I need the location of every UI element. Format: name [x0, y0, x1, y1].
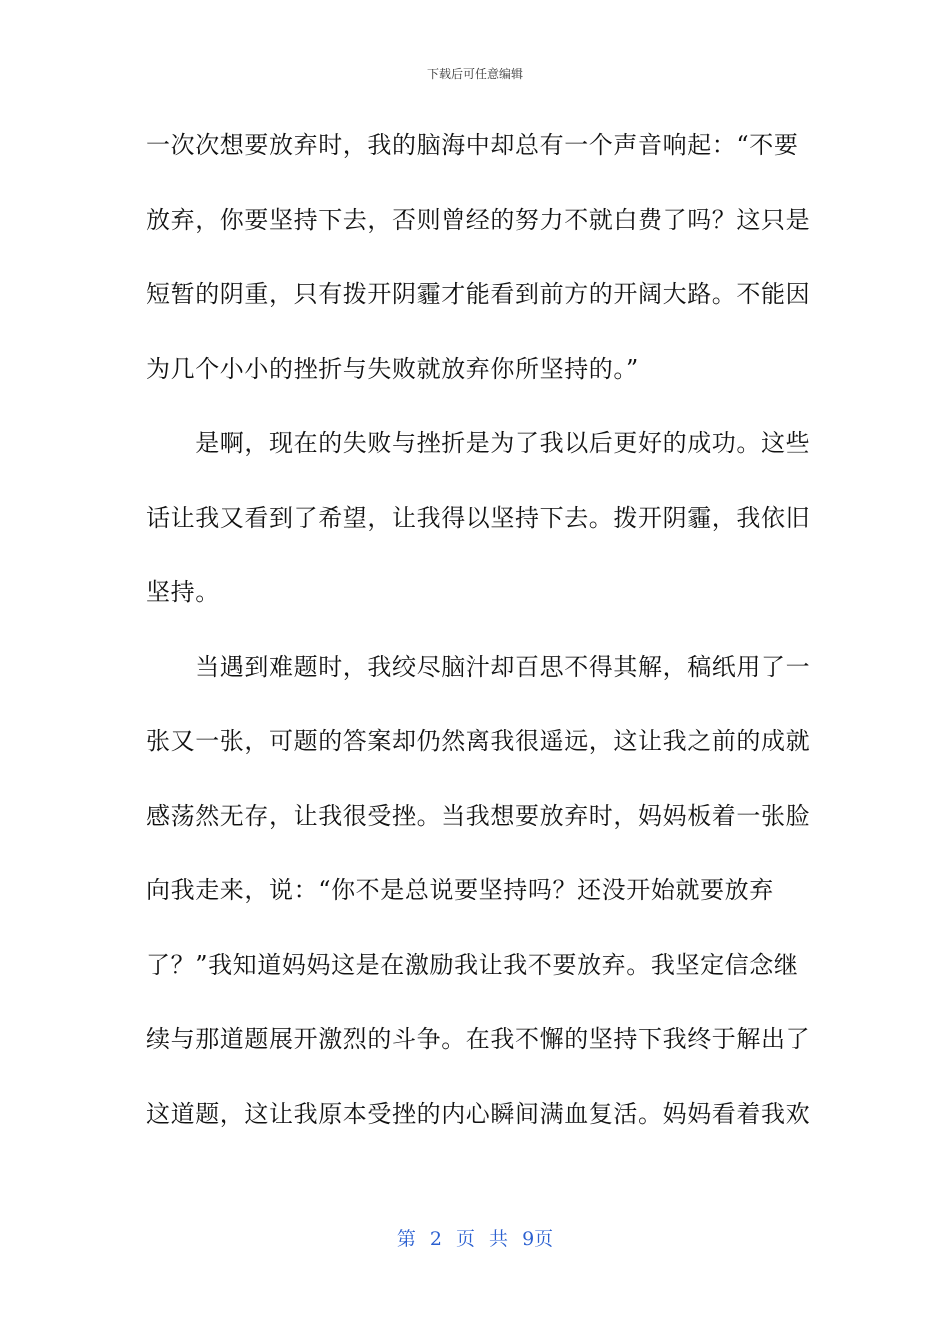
- text-line: 这道题，这让我原本受挫的内心瞬间满血复活。妈妈看着我欢: [146, 1099, 811, 1128]
- text-line: 了？”我知道妈妈这是在激励我让我不要放弃。我坚定信念继: [146, 950, 799, 979]
- text-line: 短暂的阴重，只有拨开阴霾才能看到前方的开阔大路。不能因: [146, 280, 811, 308]
- text-line: 放弃，你要坚持下去，否则曾经的努力不就白费了吗？这只是: [146, 205, 811, 234]
- text-line: 续与那道题展开激烈的斗争。在我不懈的坚持下我终于解出了: [146, 1025, 811, 1053]
- text-line: 感荡然无存，让我很受挫。当我想要放弃时，妈妈板着一张脸: [146, 801, 811, 830]
- text-line: 一次次想要放弃时，我的脑海中却总有一个声音响起：“不要: [146, 131, 799, 159]
- text-line: 是啊，现在的失败与挫折是为了我以后更好的成功。这些: [146, 429, 811, 457]
- text-line: 为几个小小的挫折与失败就放弃你所坚持的。”: [146, 354, 639, 383]
- text-line: 张又一张，可题的答案却仍然离我很遥远，这让我之前的成就: [146, 727, 811, 755]
- text-line: 话让我又看到了希望，让我得以坚持下去。拨开阴霾，我依旧: [146, 503, 811, 532]
- page-number-footer: 第 2 页 共 9页: [396, 1228, 554, 1250]
- body-text: [146, 119, 811, 1162]
- text-line: 当遇到难题时，我绞尽脑汁却百思不得其解，稿纸用了一: [146, 652, 811, 681]
- text-line: 坚持。: [146, 578, 220, 606]
- page-header: 下载后可任意编辑: [426, 67, 523, 81]
- text-line: 向我走来，说：“你不是总说要坚持吗？还没开始就要放弃: [146, 876, 774, 904]
